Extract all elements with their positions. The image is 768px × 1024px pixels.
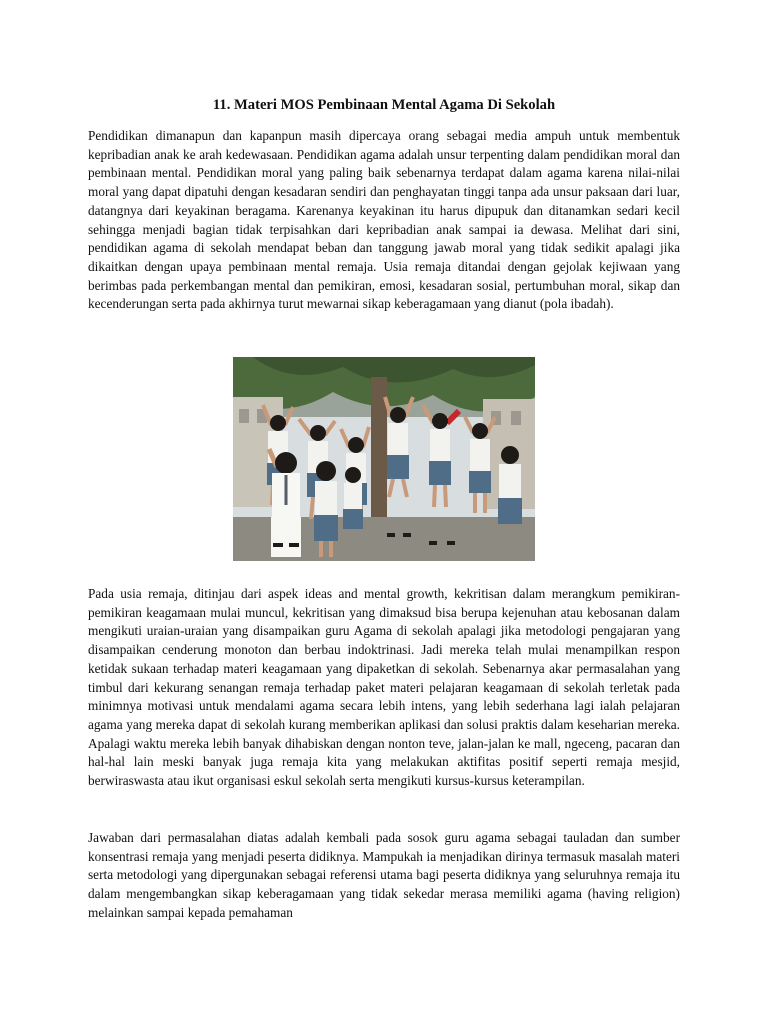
page-title: 11. Materi MOS Pembinaan Mental Agama Di Sekolah (212, 97, 556, 113)
paragraph-3: Jawaban dari permasalahan diatas adalah kembali pada sosok guru agama sebagai tauladan dan sumber konsentrasi remaja yang menjadi peserta didiknya. Mampukah ia menjadikan dirinya termasuk masalah materi serta metodologi yang dipergunakan sebagai referensi utama bagi peserta didiknya yang seluruhnya remaja itu dalam mengembangkan sikap keberagamaan yang tidak sekedar merasa memiliki agama (having religion) melainkan sampai kepada pemahaman (88, 830, 680, 920)
students-jumping-photo (233, 357, 535, 561)
paragraph-2: Pada usia remaja, ditinjau dari aspek ideas and mental growth, kekritisan dalam merangkum pemikiran-pemikiran keagamaan mulai muncul, kekritisan yang dimaksud bisa berupa kejenuhan atau kebosanan dalam mengikuti uraian-uraian yang disampaikan guru Agama di sekolah apalagi jika metodologi pengajaran yang disampaikan cenderung monoton dan berbau indoktrinasi. Jadi mereka telah mulai menampilkan respon ketidak sukaan terhadap materi keagamaan yang dipaketkan di sekolah. Sebenarnya akar permasalahan yang timbul dari kekurang senangan remaja terhadap paket materi pelajaran keagamaan di sekolah terletak pada minimnya motivasi untuk mendalami agama secara lebih intens, yang lebih sederhana lagi ialah pelajaran agama yang mereka dapat di sekolah kurang memberikan aplikasi dan solusi praktis dalam keseharian mereka. Apalagi waktu mereka lebih banyak dihabiskan dengan nonton teve, jalan-jalan ke mall, ngeceng, pacaran dan hal-hal lain meski banyak juga remaja kita yang melakukan aktifitas positif seperti remaja mesjid, berwiraswasta atau ikut organisasi eskul sekolah serta mengikuti kursus-kursus keterampilan. (88, 586, 680, 789)
photo-illustration (233, 357, 535, 561)
paragraph-1: Pendidikan dimanapun dan kapanpun masih dipercaya orang sebagai media ampuh untuk membentuk kepribadian anak ke arah kedewasaan. Pendidikan agama adalah unsur terpenting dalam pendidikan moral dan pembinaan mental. Pendidikan moral yang paling baik sebenarnya terdapat dalam agama karena nilai-nilai moral yang dapat dipatuhi dengan kesadaran sendiri dan penghayatan tinggi tanpa ada unsur paksaan dari luar, datangnya dari keyakinan beragama. Karenanya keyakinan itu harus dipupuk dan ditanamkan sedari kecil sehingga menjadi bagian tidak terpisahkan dari kepribadian anak sampai ia dewasa. Melihat dari sini, pendidikan agama di sekolah mendapat beban dan tanggung jawab moral yang tidak sedikit apalagi jika dikaitkan dengan upaya pembinaan mental remaja. Usia remaja ditandai dengan gejolak kejiwaan yang berimbas pada perkembangan mental dan pemikiran, emosi, kesadaran sosial, pertumbuhan moral, sikap dan kecenderungan serta pada akhirnya turut mewarnai sikap keberagamaan yang dianut (pola ibadah). (88, 128, 680, 312)
